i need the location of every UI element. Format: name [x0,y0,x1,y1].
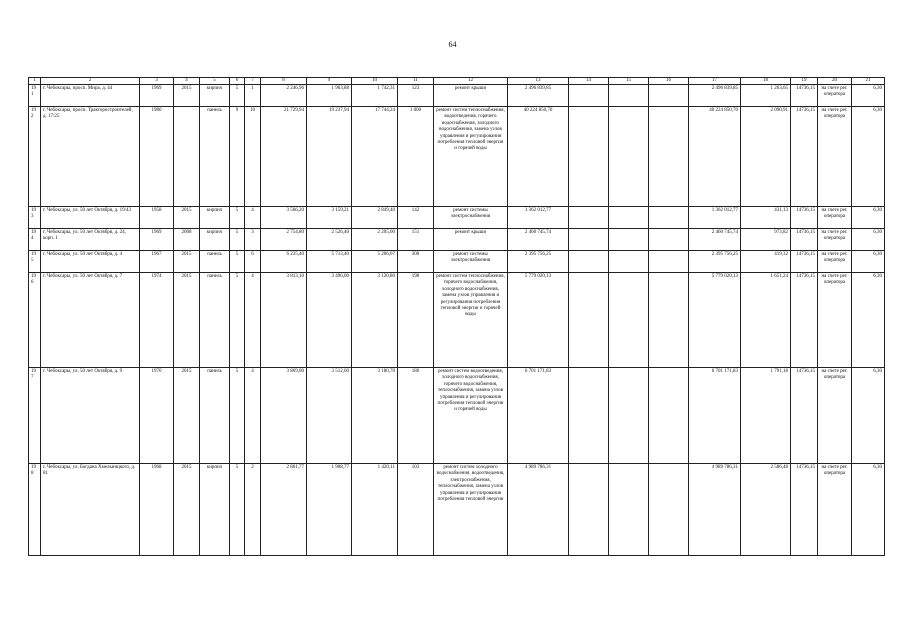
cell-area-total: 21 729,94 [261,107,307,207]
cell-work: ремонт систем теплоснабжения, водоотведения, горячего водоснабжения, холодного водоснабжения, замена узлов управления и регулирования потребления тепловой энергии и горячей воды [434,107,508,207]
cell-area-res: 1 420,11 [352,464,398,556]
cell-cost2: 2 460 745,74 [689,229,741,251]
cell-cost2: 1 362 012,77 [689,207,741,229]
cell-floors: 5 [230,229,245,251]
cell-area-res: 3 180,70 [352,368,398,464]
cell-num: 192 [29,107,41,207]
cell-limit: 14736,15 [791,229,818,251]
cell-material: кирпич [200,85,230,107]
cell-area-total: 3 813,10 [261,273,307,368]
cell-cost: 5 779 020,13 [508,273,569,368]
cell-address: г. Чебоксары, ул. Богдана Хмельницкого, д. 81 [41,464,140,556]
cell-rate: 6,30 [852,464,885,556]
cell-area-total: 3 566,20 [261,207,307,229]
cell-cost2: 4 989 786,31 [689,464,741,556]
cell-account: на счете рег. оператора [818,85,852,107]
cell-per-m2: 973,82 [741,229,791,251]
column-number-cell: 7 [245,78,261,85]
column-number-cell: 9 [307,78,352,85]
cell-cost: 6 701 171,83 [508,368,569,464]
cell-account: на счете рег. оператора [818,464,852,556]
cell-residents: 103 [398,464,434,556]
cell-cost: 40 224 850,70 [508,107,569,207]
cell-num: 195 [29,251,41,273]
cell-material: панель [200,273,230,368]
cell-area-total: 2 861,77 [261,464,307,556]
cell-c16 [649,207,689,229]
column-number-cell: 2 [41,78,140,85]
cell-year-repair: 2015 [174,207,200,229]
column-number-row [29,78,885,85]
cell-c16 [649,464,689,556]
column-number-cell: 16 [649,78,689,85]
cell-entrances: 1 [245,85,261,107]
cell-account: на счете рег. оператора [818,107,852,207]
cell-residents: 198 [398,273,434,368]
cell-account: на счете рег. оператора [818,273,852,368]
cell-c15 [609,273,649,368]
cell-area-res: 3 120,80 [352,273,398,368]
cell-residents: 186 [398,368,434,464]
cell-year-repair: 2008 [174,229,200,251]
cell-c14 [569,107,609,207]
table-row [29,207,885,229]
column-number-cell: 21 [852,78,885,85]
cell-area-living: 1 963,88 [307,85,352,107]
cell-limit: 14736,15 [791,273,818,368]
column-number-cell: 18 [741,78,791,85]
cell-cost: 4 989 786,31 [508,464,569,556]
cell-rate: 6,30 [852,273,885,368]
cell-per-m2: 2 090,91 [741,107,791,207]
cell-c16 [649,368,689,464]
cell-year-built: 1968 [140,464,174,556]
cell-area-total: 2 246,96 [261,85,307,107]
column-number-cell: 10 [352,78,398,85]
cell-address: г. Чебоксары, ул. 50 лет Октября, д. 4 [41,251,140,273]
cell-c15 [609,368,649,464]
cell-per-m2: 1 651,24 [741,273,791,368]
column-number-cell: 12 [434,78,508,85]
cell-year-repair: 2015 [174,251,200,273]
cell-floors: 5 [230,207,245,229]
cell-residents: 142 [398,207,434,229]
cell-cost2: 2 496 839,85 [689,85,741,107]
cell-c14 [569,207,609,229]
cell-c15 [609,251,649,273]
cell-limit: 14736,15 [791,368,818,464]
cell-rate: 6,30 [852,368,885,464]
cell-area-living: 3 512,60 [307,368,352,464]
cell-c15 [609,107,649,207]
cell-num: 194 [29,229,41,251]
cell-work: ремонт системы электроснабжения [434,251,508,273]
cell-area-living: 3 159,21 [307,207,352,229]
cell-cost2: 2 395 756,25 [689,251,741,273]
table-row [29,273,885,368]
cell-year-built: 1970 [140,368,174,464]
cell-area-living: 19 237,94 [307,107,352,207]
cell-address: г. Чебоксары, просп. Мира, д. 44 [41,85,140,107]
repair-program-table [28,77,885,556]
column-number-cell: 20 [818,78,852,85]
column-number-cell: 13 [508,78,569,85]
cell-rate: 6,30 [852,251,885,273]
cell-address: г. Чебоксары, просп. Тракторостроителей, д. 17/25 [41,107,140,207]
cell-area-total: 2 754,80 [261,229,307,251]
cell-limit: 14736,15 [791,251,818,273]
cell-year-repair: 2015 [174,464,200,556]
column-number-cell: 3 [140,78,174,85]
cell-residents: 300 [398,251,434,273]
cell-c16 [649,273,689,368]
cell-material: панель [200,368,230,464]
cell-c14 [569,464,609,556]
cell-account: на счете рег. оператора [818,251,852,273]
cell-work: ремонт систем холодного водоснабжения, водоотведения, электроснабжения, теплоснабжения, замена узлов управления и регулирования потребления тепловой энергии [434,464,508,556]
cell-per-m2: 1 791,18 [741,368,791,464]
cell-entrances: 4 [245,207,261,229]
cell-per-m2: 2 586,48 [741,464,791,556]
cell-entrances: 4 [245,273,261,368]
cell-c16 [649,85,689,107]
cell-cost2: 5 779 020,13 [689,273,741,368]
cell-account: на счете рег. оператора [818,207,852,229]
cell-rate: 6,30 [852,229,885,251]
cell-work: ремонт крыши [434,85,508,107]
cell-entrances: 2 [245,464,261,556]
cell-year-repair [174,107,200,207]
cell-material: кирпич [200,229,230,251]
cell-c16 [649,229,689,251]
cell-num: 191 [29,85,41,107]
column-number-cell: 15 [609,78,649,85]
cell-residents: 123 [398,85,434,107]
cell-cost: 1 362 012,77 [508,207,569,229]
table-row [29,251,885,273]
cell-rate: 6,30 [852,207,885,229]
cell-residents: 151 [398,229,434,251]
cell-c14 [569,368,609,464]
column-number-cell: 1 [29,78,41,85]
cell-work: ремонт системы электроснабжения [434,207,508,229]
cell-year-built: 1980 [140,107,174,207]
cell-area-total: 3 869,00 [261,368,307,464]
cell-c16 [649,107,689,207]
cell-floors: 5 [230,273,245,368]
cell-num: 196 [29,273,41,368]
column-number-cell: 4 [174,78,200,85]
cell-material: кирпич [200,464,230,556]
cell-floors: 9 [230,107,245,207]
table-row [29,85,885,107]
cell-account: на счете рег. оператора [818,368,852,464]
cell-material: кирпич [200,207,230,229]
cell-floors: 5 [230,251,245,273]
cell-num: 193 [29,207,41,229]
cell-year-built: 1969 [140,229,174,251]
cell-cost2: 40 224 850,70 [689,107,741,207]
cell-work: ремонт систем теплоснабжения, горячего водоснабжения, холодного водоснабжения, замена узлов управления и регулирования потребления тепловой энергии и горячей воды [434,273,508,368]
table-row [29,229,885,251]
cell-cost: 2 460 745,74 [508,229,569,251]
cell-num: 198 [29,464,41,556]
cell-year-built: 1967 [140,251,174,273]
cell-year-built: 1958 [140,207,174,229]
column-number-cell: 17 [689,78,741,85]
cell-cost: 2 395 756,25 [508,251,569,273]
cell-year-built: 1974 [140,273,174,368]
column-number-cell: 8 [261,78,307,85]
column-number-cell: 5 [200,78,230,85]
cell-c15 [609,229,649,251]
cell-address: г. Чебоксары, ул. 50 лет Октября, д. 7 [41,273,140,368]
table-row [29,464,885,556]
table-row [29,368,885,464]
cell-entrances: 6 [245,251,261,273]
cell-cost: 2 496 839,85 [508,85,569,107]
column-number-cell: 14 [569,78,609,85]
cell-limit: 14736,15 [791,85,818,107]
page-number: 64 [448,40,457,49]
cell-rate: 6,30 [852,85,885,107]
cell-year-repair: 2015 [174,273,200,368]
cell-area-living: 2 526,40 [307,229,352,251]
cell-limit: 14736,15 [791,464,818,556]
cell-c14 [569,273,609,368]
cell-year-repair: 2015 [174,368,200,464]
cell-entrances: 3 [245,229,261,251]
cell-num: 197 [29,368,41,464]
cell-address: г. Чебоксары, ул. 50 лет Октября, д. 9 [41,368,140,464]
cell-material: панель [200,251,230,273]
cell-area-res: 2 849,40 [352,207,398,229]
cell-c15 [609,85,649,107]
column-number-cell: 6 [230,78,245,85]
column-number-cell: 11 [398,78,434,85]
cell-area-living: 5 713,40 [307,251,352,273]
cell-floors: 5 [230,368,245,464]
cell-rate: 6,30 [852,107,885,207]
cell-address: г. Чебоксары, ул. 50 лет Октября, д. 24, корп. 1 [41,229,140,251]
cell-per-m2: 431,13 [741,207,791,229]
cell-work: ремонт крыши [434,229,508,251]
cell-residents: 1 000 [398,107,434,207]
cell-work: ремонт систем водоотведения, холодного водоснабжения, горячего водоснабжения, теплоснабжения, замена узлов управления и регулирования потребления тепловой энергии и горячей воды [434,368,508,464]
cell-year-repair: 2015 [174,85,200,107]
table-row [29,107,885,207]
cell-per-m2: 1 263,65 [741,85,791,107]
cell-area-res: 1 742,31 [352,85,398,107]
column-number-cell: 19 [791,78,818,85]
cell-area-living: 3 496,00 [307,273,352,368]
cell-c16 [649,251,689,273]
cell-c15 [609,464,649,556]
cell-c14 [569,251,609,273]
cell-c14 [569,85,609,107]
cell-c14 [569,229,609,251]
cell-area-res: 5 206,07 [352,251,398,273]
cell-entrances: 4 [245,368,261,464]
cell-material: панель [200,107,230,207]
cell-floors: 5 [230,85,245,107]
cell-area-living: 1 908,77 [307,464,352,556]
cell-year-built: 1969 [140,85,174,107]
cell-limit: 14736,15 [791,107,818,207]
cell-area-res: 2 205,00 [352,229,398,251]
cell-c15 [609,207,649,229]
cell-area-total: 6 235,40 [261,251,307,273]
cell-cost2: 6 701 171,83 [689,368,741,464]
cell-area-res: 17 744,24 [352,107,398,207]
cell-account: на счете рег. оператора [818,229,852,251]
cell-entrances: 10 [245,107,261,207]
cell-address: г. Чебоксары, ул. 50 лет Октября, д. 19/43 [41,207,140,229]
cell-per-m2: 419,32 [741,251,791,273]
cell-limit: 14736,15 [791,207,818,229]
cell-floors: 5 [230,464,245,556]
